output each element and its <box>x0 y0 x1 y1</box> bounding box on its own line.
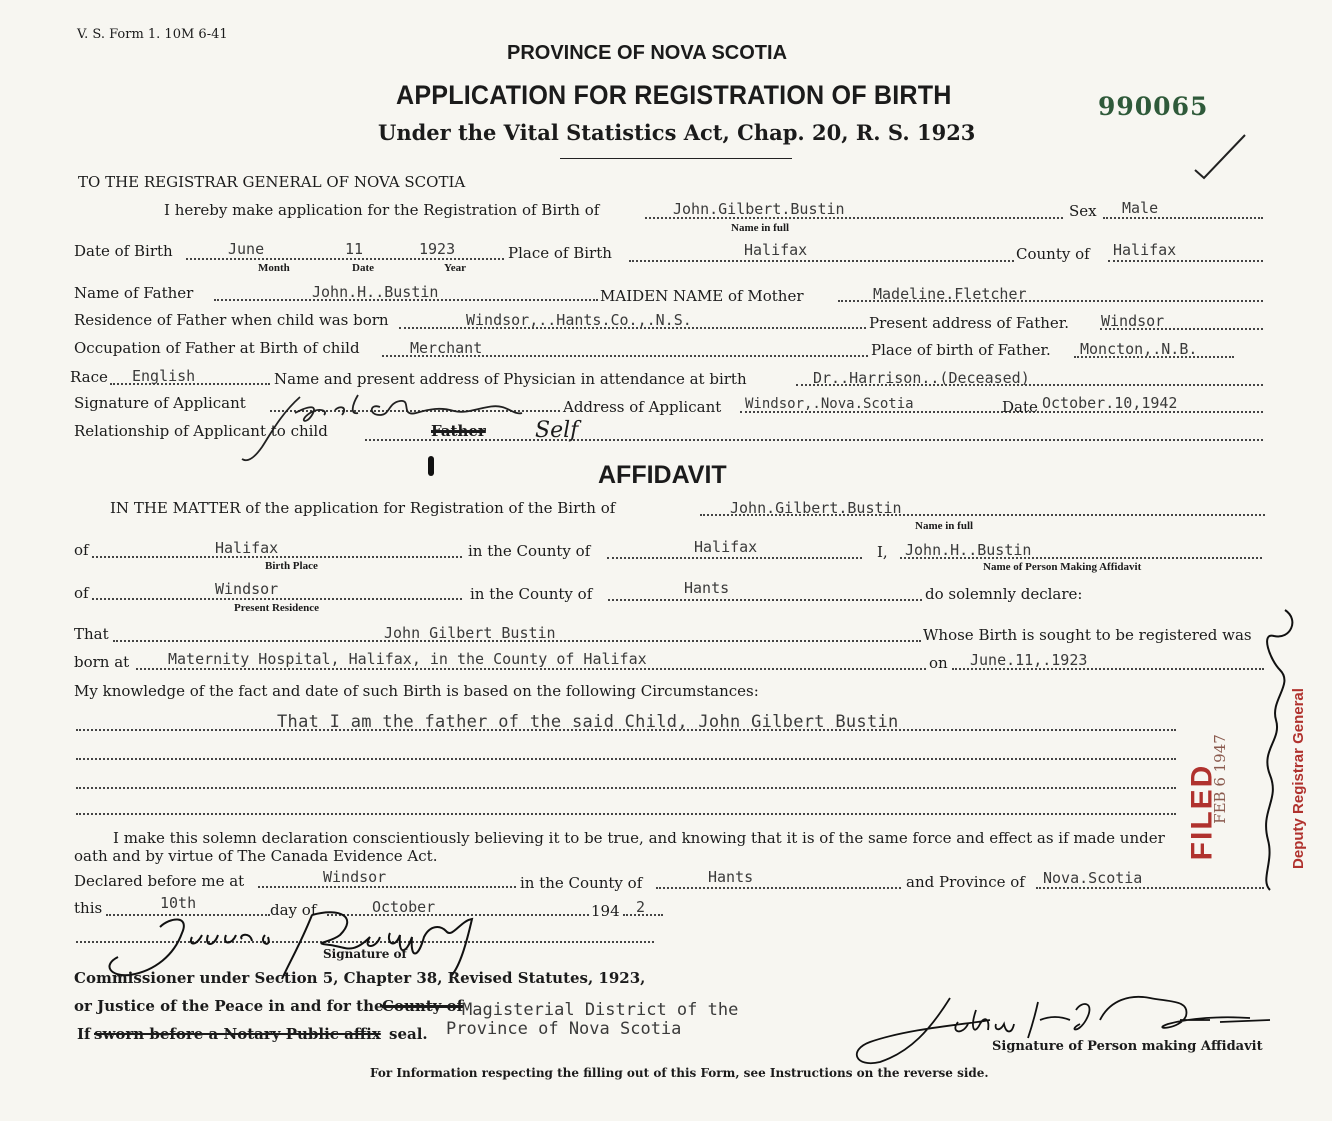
solemn-line-2: oath and by virtue of The Canada Evidence Act. <box>74 847 438 865</box>
born-at: Maternity Hospital, Halifax, in the County of Halifax <box>168 650 647 668</box>
race-label: Race <box>70 368 108 386</box>
province-label: and Province of <box>906 873 1025 891</box>
in-county-label-1: in the County of <box>468 542 591 560</box>
declared-county-label: in the County of <box>520 874 643 892</box>
that-label: That <box>74 625 109 643</box>
stamp-role: Deputy Registrar General <box>1289 688 1307 869</box>
dots <box>76 813 1176 815</box>
if-label: If <box>77 1025 91 1043</box>
dots <box>365 439 1263 441</box>
child-name: John.Gilbert.Bustin <box>673 200 845 218</box>
stamp-signature <box>1240 600 1310 904</box>
dots <box>1103 217 1263 219</box>
circumstance: That I am the father of the said Child, John Gilbert Bustin <box>277 712 899 732</box>
province-heading: PROVINCE OF NOVA SCOTIA <box>507 42 788 64</box>
title-rule <box>560 158 792 159</box>
year-caption: Year <box>444 262 466 274</box>
year-prefix: 194 <box>591 902 620 920</box>
justice-typed: Magisterial District of the <box>462 1000 739 1020</box>
seal-label: seal. <box>389 1025 428 1043</box>
birth-place: Halifax <box>215 539 279 557</box>
affidavit-title: AFFIDAVIT <box>598 461 727 489</box>
this-label: this <box>74 899 103 917</box>
name-in-full-caption-2: Name in full <box>915 520 974 532</box>
dots <box>92 598 462 600</box>
i-label: I, <box>877 543 888 561</box>
justice-struck: County of <box>382 997 464 1015</box>
dots <box>76 787 1176 789</box>
form-subtitle: Under the Vital Statistics Act, Chap. 20, R. S. 1923 <box>378 120 976 145</box>
residence-caption: Present Residence <box>234 602 320 614</box>
registration-number: 990065 <box>1098 92 1209 121</box>
registrar-address: TO THE REGISTRAR GENERAL OF NOVA SCOTIA <box>78 173 466 191</box>
sex-label: Sex <box>1069 202 1097 220</box>
month-value: October <box>372 898 436 916</box>
birth-county: Halifax <box>694 538 758 556</box>
form-title: APPLICATION FOR REGISTRATION OF BIRTH <box>396 80 952 110</box>
sex-value: Male <box>1122 199 1159 217</box>
father-residence-label: Residence of Father when child was born <box>74 311 389 329</box>
checkmark-icon <box>1190 130 1250 189</box>
dots <box>607 557 862 559</box>
dots <box>186 258 504 260</box>
born-at-label: born at <box>74 653 130 671</box>
signature-of-caption: Signature of <box>323 947 407 961</box>
deponent-sig-caption: Signature of Person making Affidavit <box>992 1039 1263 1054</box>
stamp-date: FEB 6 1947 <box>1210 734 1229 824</box>
name-in-full-caption: Name in full <box>731 222 790 234</box>
declared-label: Declared before me at <box>74 872 245 890</box>
year-suffix: 2 <box>636 898 646 916</box>
father-label: Name of Father <box>74 284 194 302</box>
form-code: V. S. Form 1. 10M 6-41 <box>77 27 228 42</box>
place-of-birth: Halifax <box>744 241 808 259</box>
dots <box>76 758 1176 760</box>
date-label: Date <box>1002 398 1038 416</box>
mother-label: MAIDEN NAME of Mother <box>600 287 804 305</box>
applicant-address: Windsor,.Nova.Scotia <box>745 396 914 412</box>
filed-stamp: FILED <box>1185 763 1219 861</box>
father-birthplace: Moncton,.N.B. <box>1080 340 1198 358</box>
in-county-label-2: in the County of <box>470 585 593 603</box>
county-label: County of <box>1016 245 1090 263</box>
birth-place-caption: Birth Place <box>265 560 318 572</box>
commissioner-label: Commissioner under Section 5, Chapter 38, Revised Statutes, 1923, <box>74 969 646 987</box>
father-name: John.H..Bustin <box>312 283 439 301</box>
deponent-signature <box>850 980 1290 1079</box>
dob-label: Date of Birth <box>74 242 173 260</box>
date-caption: Date <box>352 262 374 274</box>
dots <box>1108 260 1263 262</box>
declared-province: Nova.Scotia <box>1043 869 1143 887</box>
application-date: October.10,1942 <box>1042 394 1178 412</box>
on-date: June.11,.1923 <box>970 651 1088 669</box>
solemn-line-1: I make this solemn declaration conscientiously believing it to be true, and knowing that it is of the same force and effect as if made under <box>113 829 1165 847</box>
matter-name: John.Gilbert.Bustin <box>730 499 902 517</box>
physician-value: Dr..Harrison..(Deceased) <box>813 369 1030 387</box>
father-birthplace-label: Place of birth of Father. <box>871 341 1051 359</box>
relationship-value: Self <box>535 418 579 443</box>
of-label-1: of <box>74 541 89 559</box>
race-value: English <box>132 367 196 385</box>
county-value: Halifax <box>1113 241 1177 259</box>
father-present: Windsor <box>1101 312 1165 330</box>
matter-label: IN THE MATTER of the application for Registration of the Birth of <box>110 499 616 517</box>
dots <box>258 886 516 888</box>
dob-year: 1923 <box>419 240 456 258</box>
residence-county: Hants <box>684 579 730 597</box>
deponent-name: John.H..Bustin <box>905 541 1032 559</box>
mother-name: Madeline.Fletcher <box>873 285 1027 303</box>
declare-label: do solemnly declare: <box>925 585 1083 603</box>
sought-label: Whose Birth is sought to be registered was <box>923 626 1252 644</box>
dots <box>1036 887 1264 889</box>
day-value: 10th <box>160 894 197 912</box>
dots <box>136 668 926 670</box>
dob-day: 11 <box>345 240 364 258</box>
dots <box>656 887 901 889</box>
dots <box>629 260 1014 262</box>
father-residence: Windsor,..Hants.Co.,.N.S. <box>466 311 692 329</box>
intro-label: I hereby make application for the Registration of Birth of <box>164 201 600 219</box>
month-caption: Month <box>258 262 290 274</box>
ink-mark <box>428 456 434 476</box>
residence: Windsor <box>215 580 279 598</box>
dots <box>608 599 922 601</box>
of-label-2: of <box>74 584 89 602</box>
that-name: John Gilbert Bustin <box>384 624 556 642</box>
signature-applicant-label: Signature of Applicant <box>74 394 246 412</box>
address-applicant-label: Address of Applicant <box>563 398 722 416</box>
justice-typed-2: Province of Nova Scotia <box>446 1019 682 1039</box>
deponent-caption: Name of Person Making Affidavit <box>983 561 1142 573</box>
father-present-label: Present address of Father. <box>869 314 1070 332</box>
occupation-label: Occupation of Father at Birth of child <box>74 339 360 357</box>
place-of-birth-label: Place of Birth <box>508 244 612 262</box>
physician-label: Name and present address of Physician in attendance at birth <box>274 370 747 388</box>
dob-month: June <box>228 240 265 258</box>
day-of-label: day of <box>270 901 317 919</box>
declared-place: Windsor <box>323 868 387 886</box>
occupation: Merchant <box>410 339 483 357</box>
declared-county: Hants <box>708 868 754 886</box>
justice-prefix: or Justice of the Peace in and for the <box>74 997 384 1015</box>
on-label: on <box>929 654 948 672</box>
knowledge-label: My knowledge of the fact and date of such Birth is based on the following Circumstances: <box>74 682 759 700</box>
relationship-label: Relationship of Applicant to child <box>74 422 328 440</box>
footer-instructions: For Information respecting the filling out of this Form, see Instructions on the reverse side. <box>370 1066 989 1080</box>
notary-struck: sworn before a Notary Public affix <box>94 1025 381 1043</box>
relationship-struck: Father <box>431 422 486 440</box>
